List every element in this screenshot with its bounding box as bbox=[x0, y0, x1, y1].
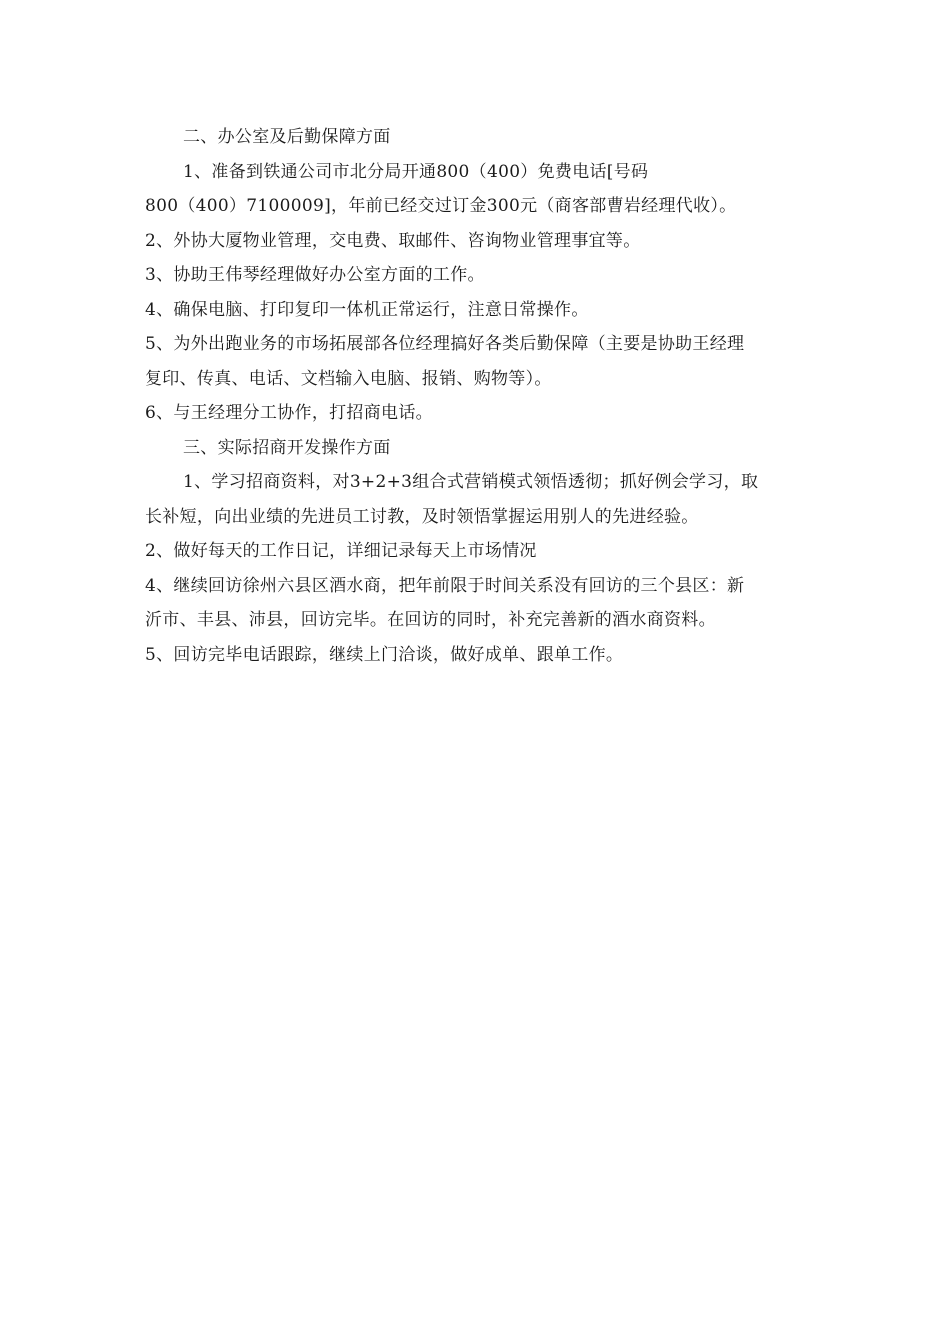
paragraph-line: 1、学习招商资料，对3+2+3组合式营销模式领悟透彻；抓好例会学习，取 bbox=[183, 472, 759, 492]
paragraph-line: 5、回访完毕电话跟踪，继续上门洽谈，做好成单、跟单工作。 bbox=[145, 644, 624, 665]
paragraph-line: 2、外协大厦物业管理，交电费、取邮件、咨询物业管理事宜等。 bbox=[145, 230, 641, 251]
paragraph-line: 长补短，向出业绩的先进员工讨教，及时领悟掌握运用别人的先进经验。 bbox=[145, 506, 699, 527]
section-heading-investment: 三、实际招商开发操作方面 bbox=[183, 437, 391, 458]
paragraph-line: 复印、传真、电话、文档输入电脑、报销、购物等）。 bbox=[145, 368, 552, 389]
paragraph-line: 4、确保电脑、打印复印一体机正常运行，注意日常操作。 bbox=[145, 299, 589, 320]
paragraph-line: 1、准备到铁通公司市北分局开通800（400）免费电话[号码 bbox=[183, 161, 649, 182]
paragraph-line: 5、为外出跑业务的市场拓展部各位经理搞好各类后勤保障（主要是协助王经理 bbox=[145, 334, 745, 354]
paragraph-line: 3、协助王伟琴经理做好办公室方面的工作。 bbox=[145, 265, 485, 285]
document-body bbox=[145, 120, 810, 672]
section-heading-office: 二、办公室及后勤保障方面 bbox=[183, 127, 391, 147]
paragraph-line: 800（400）7100009]，年前已经交过订金300元（商客部曹岩经理代收）。 bbox=[145, 196, 737, 216]
paragraph-line: 6、与王经理分工协作，打招商电话。 bbox=[145, 403, 433, 423]
paragraph-line: 沂市、丰县、沛县，回访完毕。在回访的同时，补充完善新的酒水商资料。 bbox=[145, 610, 716, 630]
paragraph-line: 2、做好每天的工作日记，详细记录每天上市场情况 bbox=[145, 541, 537, 561]
paragraph-line: 4、继续回访徐州六县区酒水商，把年前限于时间关系没有回访的三个县区：新 bbox=[145, 575, 745, 596]
